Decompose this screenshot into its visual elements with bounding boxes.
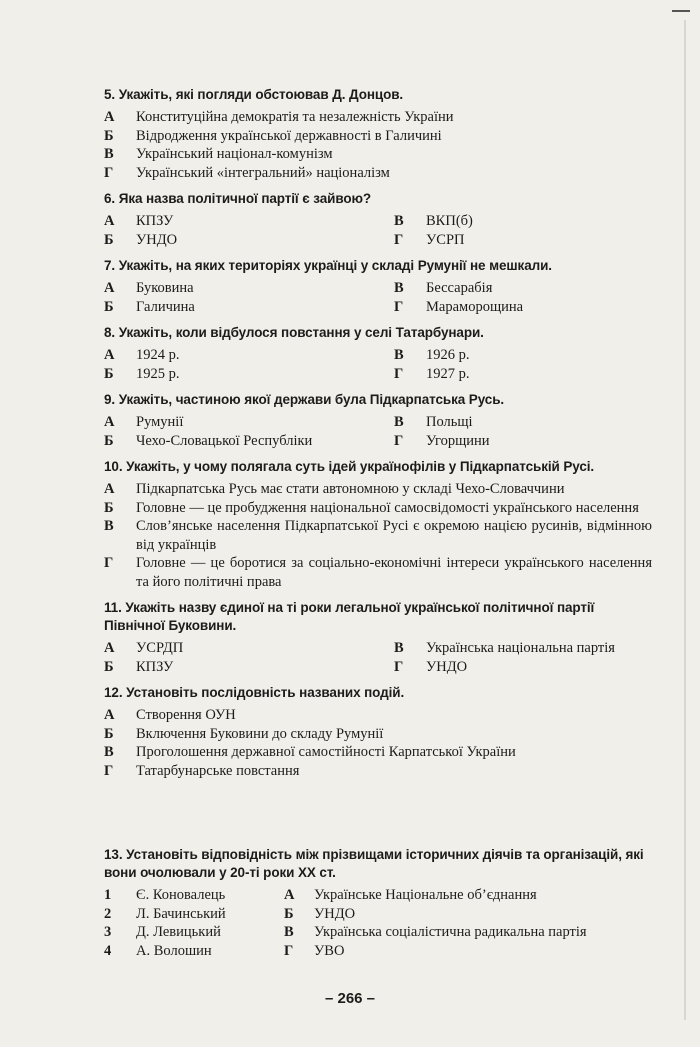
option-text: Польщі (426, 414, 473, 430)
organization-name: Українське Національне об’єднання (314, 887, 537, 903)
options (104, 413, 652, 450)
answer-option (394, 432, 652, 451)
question-title: 13. Установіть відповідність між прізвищами історичних діячів та організацій, які вони очолювали у 20-ті роки XX ст. (104, 847, 644, 880)
answer-option (104, 725, 652, 744)
row-number: 1 (104, 887, 112, 903)
option-letter: Г (394, 365, 404, 382)
option-text: Чехо-Словацької Республіки (136, 432, 313, 449)
question-title: 5. Укажіть, які погляди обстоював Д. Донцов. (104, 87, 404, 102)
option-letter: Г (104, 164, 114, 181)
option-letter: Г (104, 555, 114, 571)
option-letter: В (104, 518, 114, 534)
question-title: 11. Укажіть назву єдиної на ті роки легальної української політичної партії Північної Буковини. (104, 600, 595, 633)
option-text: 1924 р. (136, 347, 180, 363)
option-text: Мараморощина (426, 298, 524, 315)
option-letter: А (104, 109, 115, 125)
option-letter: Б (104, 499, 114, 516)
option-text: 1926 р. (426, 347, 470, 363)
answer-option (394, 279, 652, 298)
option-letter: А (104, 640, 115, 656)
answer-option (104, 639, 394, 658)
organization-name: Українська соціалістична радикальна партія (314, 924, 587, 940)
person-name: Л. Бачинський (136, 905, 226, 922)
question (104, 324, 652, 383)
answer-option (104, 432, 394, 451)
option-letter: Б (104, 365, 114, 382)
option-text: КПЗУ (136, 658, 174, 675)
answer-option (104, 480, 652, 499)
option-letter: Б (104, 432, 114, 449)
option-letter: Б (104, 298, 114, 315)
option-text: 1927 р. (426, 365, 470, 382)
question-title: 7. Укажіть, на яких територіях українці у складі Румунії не мешкали. (104, 258, 552, 273)
option-letter: А (104, 280, 115, 296)
org-letter: А (284, 887, 295, 903)
answer-option (104, 298, 394, 317)
question (104, 458, 652, 591)
option-letter: А (104, 414, 115, 430)
option-letter: Б (104, 658, 114, 675)
option-text: Угорщини (426, 432, 490, 449)
answer-option (394, 413, 652, 432)
option-text: УСРП (426, 231, 465, 248)
option-letter: А (104, 481, 115, 497)
option-letter: Б (104, 127, 114, 144)
option-letter: В (104, 146, 114, 162)
page-number: – 266 – (324, 990, 376, 1007)
question (104, 86, 652, 182)
matching-table (104, 886, 652, 960)
question-title: 9. Укажіть, частиною якої держави була Підкарпатська Русь. (104, 392, 505, 407)
option-letter: Г (394, 231, 404, 248)
option-text: Український націонал-комунізм (136, 146, 333, 162)
options (104, 212, 652, 249)
options (104, 480, 652, 591)
question (104, 391, 652, 450)
option-letter: А (104, 347, 115, 363)
answer-option (104, 127, 652, 146)
option-letter: Г (394, 298, 404, 315)
option-text: Включення Буковини до складу Румунії (136, 725, 384, 742)
question (104, 684, 652, 780)
option-letter: В (104, 744, 114, 760)
options (104, 706, 652, 780)
option-letter: В (394, 640, 404, 656)
option-letter: В (394, 213, 404, 229)
answer-option (104, 706, 652, 725)
option-letter: В (394, 280, 404, 296)
option-letter: Б (104, 725, 114, 742)
answer-option (394, 658, 652, 677)
option-letter: Г (104, 762, 114, 779)
options (104, 639, 652, 676)
options (104, 346, 652, 383)
option-text: Створення ОУН (136, 707, 236, 723)
option-text: Головне — це боротися за соціально-економічні інтереси українського населення та його політичні права (136, 555, 652, 590)
question-title: 8. Укажіть, коли відбулося повстання у селі Татарбунари. (104, 325, 484, 340)
row-number: 3 (104, 924, 112, 940)
org-letter: Б (284, 905, 294, 922)
options (104, 279, 652, 316)
option-text: ВКП(б) (426, 213, 473, 229)
option-text: Підкарпатська Русь має стати автономною у складі Чехо-Словаччини (136, 481, 565, 497)
answer-option (104, 279, 394, 298)
option-text: УНДО (426, 658, 468, 675)
option-letter: В (394, 414, 404, 430)
option-letter: Б (104, 231, 114, 248)
option-letter: А (104, 213, 115, 229)
answer-option (104, 413, 394, 432)
option-text: 1925 р. (136, 365, 180, 382)
question-title: 6. Яка назва політичної партії є зайвою? (104, 191, 372, 206)
answer-option (394, 639, 652, 658)
page-edge-mark (672, 10, 690, 12)
answer-option (104, 762, 652, 781)
option-text: УСРДП (136, 640, 184, 656)
option-letter: А (104, 707, 115, 723)
page-edge (684, 20, 686, 1020)
option-text: КПЗУ (136, 213, 174, 229)
answer-option (104, 365, 394, 384)
option-text: Румунії (136, 414, 184, 430)
org-letter: Г (284, 942, 294, 959)
option-text: Головне — це пробудження національної самосвідомості українського населення (136, 499, 639, 516)
row-number: 4 (104, 942, 112, 959)
questions-area (104, 86, 652, 788)
answer-option (104, 346, 394, 365)
answer-option (394, 231, 652, 250)
answer-option (104, 499, 652, 518)
option-text: Українська національна партія (426, 640, 615, 656)
option-letter: Г (394, 432, 404, 449)
answer-option (394, 298, 652, 317)
answer-option (104, 164, 652, 183)
option-text: Бессарабія (426, 280, 493, 296)
row-number: 2 (104, 905, 112, 922)
organization-name: УВО (314, 942, 345, 959)
answer-option (104, 231, 394, 250)
question (104, 257, 652, 316)
question (104, 599, 652, 676)
answer-option (104, 212, 394, 231)
person-name: Є. Коновалець (136, 887, 226, 903)
question-13 (104, 846, 652, 960)
answer-option (104, 743, 652, 762)
options (104, 108, 652, 182)
answer-option (104, 517, 652, 554)
option-text: Буковина (136, 280, 194, 296)
option-text: Конституційна демократія та незалежність України (136, 109, 454, 125)
question-title: 12. Установіть послідовність названих подій. (104, 685, 405, 700)
answer-option (104, 145, 652, 164)
option-text: Слов’янське населення Підкарпатської Русі є окремою нацією русинів, відмінною від українців (136, 518, 652, 553)
option-text: Відродження української державності в Галичині (136, 127, 442, 144)
option-letter: В (394, 347, 404, 363)
person-name: А. Волошин (136, 942, 212, 959)
answer-option (104, 658, 394, 677)
answer-option (394, 346, 652, 365)
option-text: Український «інтегральний» націоналізм (136, 164, 390, 181)
question-title: 10. Укажіть, у чому полягала суть ідей українофілів у Підкарпатській Русі. (104, 459, 595, 474)
answer-option (104, 554, 652, 591)
answer-option (394, 212, 652, 231)
answer-option (104, 108, 652, 127)
option-text: Проголошення державної самостійності Карпатської України (136, 744, 516, 760)
question (104, 190, 652, 249)
option-text: Галичина (136, 298, 195, 315)
answer-option (394, 365, 652, 384)
option-text: УНДО (136, 231, 178, 248)
person-name: Д. Левицький (136, 924, 221, 940)
option-text: Татарбунарське повстання (136, 762, 300, 779)
option-letter: Г (394, 658, 404, 675)
org-letter: В (284, 924, 294, 940)
organization-name: УНДО (314, 905, 356, 922)
